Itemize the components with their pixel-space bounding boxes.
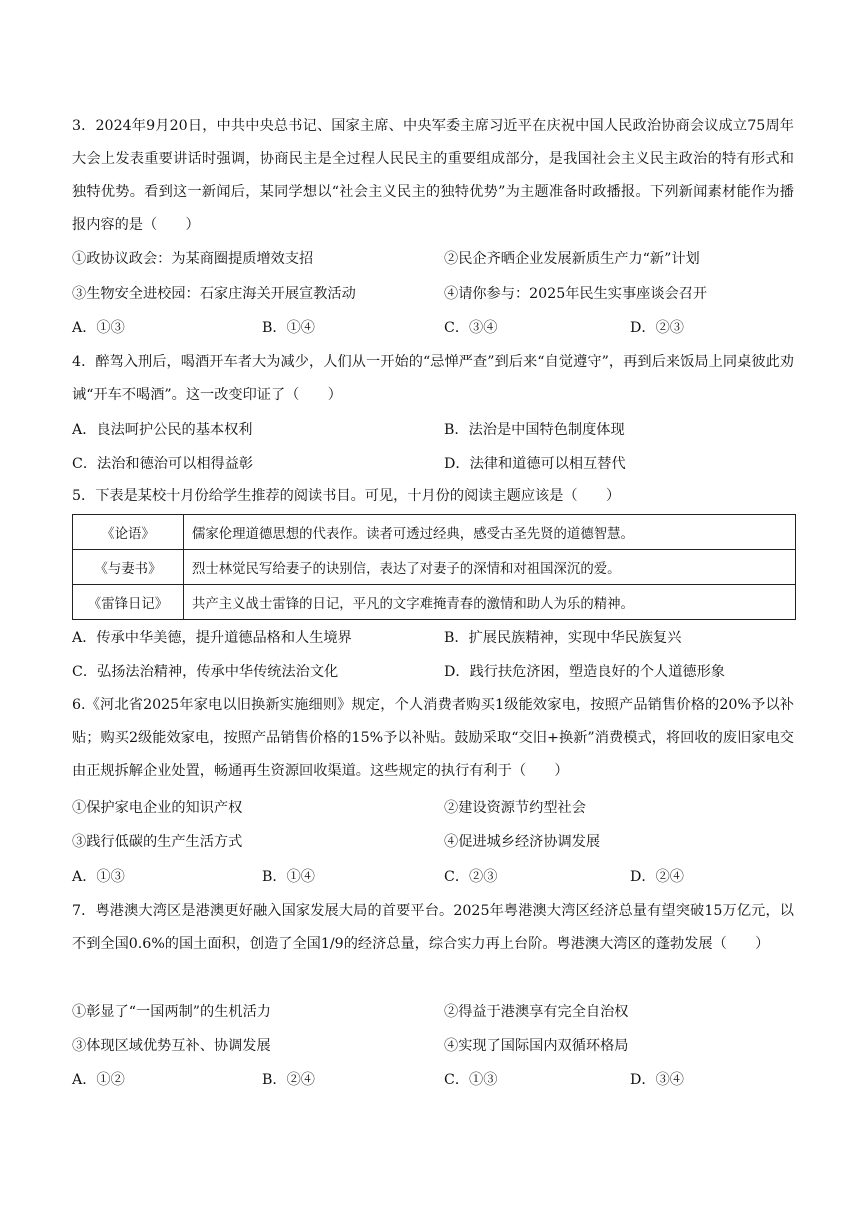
question-3-choice-a[interactable]: A．①③ xyxy=(72,320,125,336)
question-6-choice-a[interactable]: A．①③ xyxy=(72,869,125,885)
book-description: 烈士林觉民写给妻子的诀别信，表达了对妻子的深情和对祖国深沉的爱。 xyxy=(184,550,796,585)
book-description: 共产主义战士雷锋的日记，平凡的文字难掩青春的激情和助人为乐的精神。 xyxy=(184,585,796,620)
question-5-choice-a[interactable]: A．传承中华美德，提升道德品格和人生境界 xyxy=(72,630,352,646)
question-7-stem: 7．粤港澳大湾区是港澳更好融入国家发展大局的首要平台。2025年粤港澳大湾区经济总量有望突破15万亿元，以不到全国0.6%的国土面积，创造了全国1/9的经济总量，综合实力再上台阶。粤港澳大湾区的蓬勃发展（ ） xyxy=(72,903,794,952)
book-title: 《论语》 xyxy=(73,515,184,550)
question-6-choice-d[interactable]: D．②④ xyxy=(630,869,684,885)
question-5-choice-d[interactable]: D．践行扶危济困，塑造良好的个人道德形象 xyxy=(444,664,725,680)
question-6-item-2: ②建设资源节约型社会 xyxy=(444,800,586,816)
table-row xyxy=(73,550,796,585)
question-3-choice-c[interactable]: C．③④ xyxy=(444,320,498,336)
question-6-item-4: ④促进城乡经济协调发展 xyxy=(444,834,601,850)
question-4-choice-d[interactable]: D．法律和道德可以相互替代 xyxy=(444,456,626,472)
question-4-choice-c[interactable]: C．法治和德治可以相得益彰 xyxy=(72,456,254,472)
reading-list-table xyxy=(72,514,796,620)
table-row xyxy=(73,585,796,620)
question-7-item-3: ③体现区域优势互补、协调发展 xyxy=(72,1038,271,1054)
book-title: 《与妻书》 xyxy=(73,550,184,585)
question-3-choice-d[interactable]: D．②③ xyxy=(630,320,684,336)
question-6-item-1: ①保护家电企业的知识产权 xyxy=(72,800,243,816)
question-6-item-3: ③践行低碳的生产生活方式 xyxy=(72,834,243,850)
question-7-item-2: ②得益于港澳享有完全自治权 xyxy=(444,1004,629,1020)
question-7-choice-a[interactable]: A．①② xyxy=(72,1072,125,1088)
question-7-item-1: ①彰显了“一国两制”的生机活力 xyxy=(72,1004,271,1020)
question-5-choice-c[interactable]: C．弘扬法治精神，传承中华传统法治文化 xyxy=(72,664,339,680)
question-3-item-3: ③生物安全进校园：石家庄海关开展宣教活动 xyxy=(72,286,356,302)
question-6-choice-b[interactable]: B．①④ xyxy=(262,869,315,885)
question-4-choice-a[interactable]: A．良法呵护公民的基本权利 xyxy=(72,422,253,438)
question-3-item-2: ②民企齐晒企业发展新质生产力“新”计划 xyxy=(444,251,700,267)
question-7-choice-b[interactable]: B．②④ xyxy=(262,1072,315,1088)
question-7-choice-c[interactable]: C．①③ xyxy=(444,1072,498,1088)
book-description: 儒家伦理道德思想的代表作。读者可透过经典，感受古圣先贤的道德智慧。 xyxy=(184,515,796,550)
question-5-choice-b[interactable]: B．扩展民族精神，实现中华民族复兴 xyxy=(444,630,682,646)
question-6-choice-c[interactable]: C．②③ xyxy=(444,869,498,885)
question-7-item-4: ④实现了国际国内双循环格局 xyxy=(444,1038,629,1054)
table-row xyxy=(73,515,796,550)
question-6-stem: 6.《河北省2025年家电以旧换新实施细则》规定，个人消费者购买1级能效家电，按照产品销售价格的20%予以补贴；购买2级能效家电，按照产品销售价格的15%予以补贴。鼓励采取“交旧+换新”消费模式，将回收的废旧家电交由正规拆解企业处置，畅通再生资源回收渠道。这些规定的执行有利于（ ） xyxy=(72,697,794,779)
question-3-choice-b[interactable]: B．①④ xyxy=(262,320,315,336)
question-5-stem: 5．下表是某校十月份给学生推荐的阅读书目。可见，十月份的阅读主题应该是（ ） xyxy=(72,488,621,504)
question-3-item-4: ④请你参与：2025年民生实事座谈会召开 xyxy=(444,286,708,302)
question-7-choice-d[interactable]: D．③④ xyxy=(630,1072,684,1088)
question-3-item-1: ①政协议政会：为某商圈提质增效支招 xyxy=(72,251,314,267)
question-3-stem: 3．2024年9月20日，中共中央总书记、国家主席、中央军委主席习近平在庆祝中国人民政治协商会议成立75周年大会上发表重要讲话时强调，协商民主是全过程人民民主的重要组成部分，是我国社会主义民主政治的特有形式和独特优势。看到这一新闻后，某同学想以“社会主义民主的独特优势”为主题准备时政播报。下列新闻素材能作为播报内容的是（ ） xyxy=(72,118,794,233)
book-title: 《雷锋日记》 xyxy=(73,585,184,620)
question-4-choice-b[interactable]: B．法治是中国特色制度体现 xyxy=(444,422,625,438)
question-4-stem: 4．醉驾入刑后，喝酒开车者大为减少，人们从一开始的“忌惮严查”到后来“自觉遵守”，再到后来饭局上同桌彼此劝诫“开车不喝酒”。这一改变印证了（ ） xyxy=(72,354,794,403)
